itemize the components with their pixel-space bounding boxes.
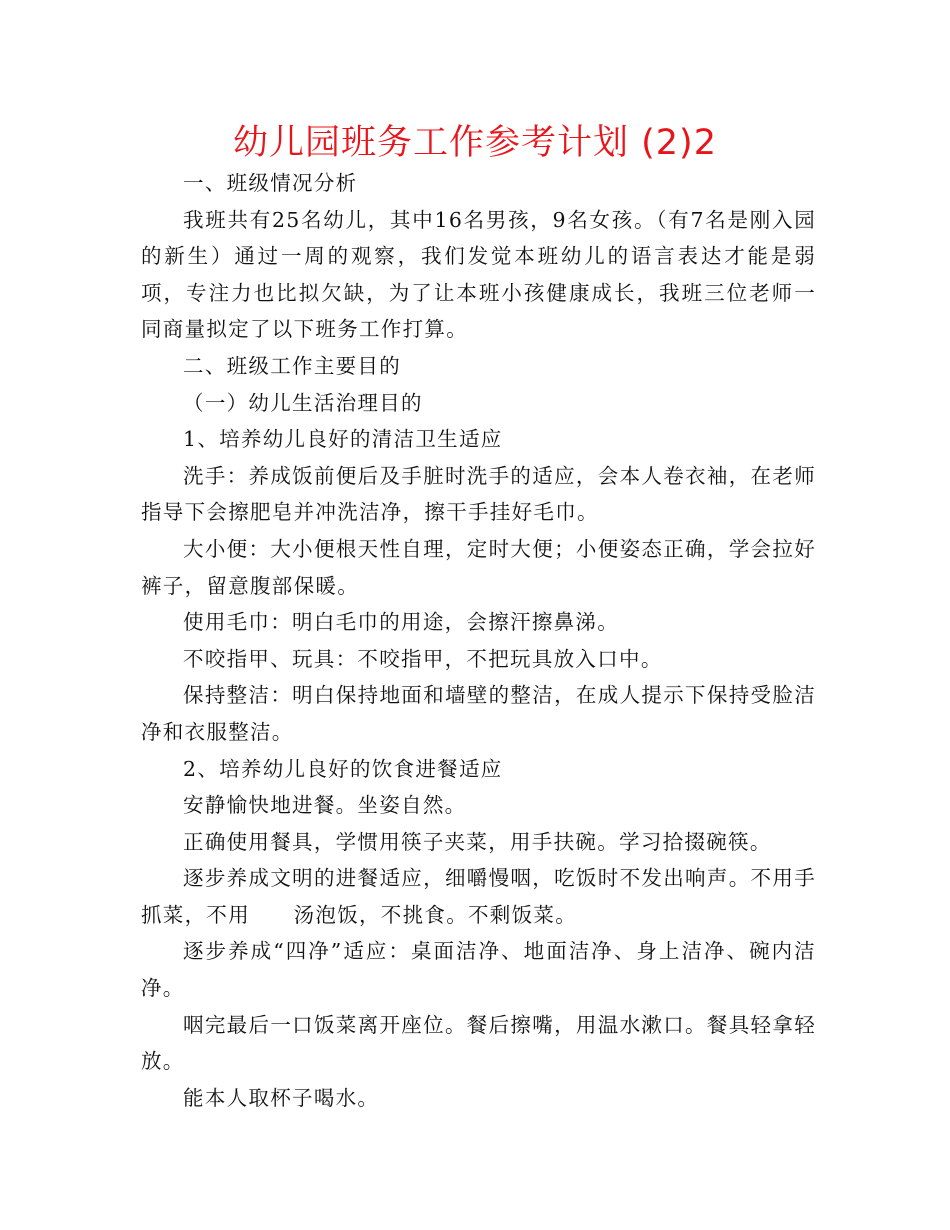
paragraph-towel-use: 使用毛巾：明白毛巾的用途，会擦汗擦鼻涕。 [183,610,620,635]
paragraph-four-clean: 逐步养成“四净”适应：桌面洁净、地面洁净、身上洁净、碗内洁净。 [141,939,816,1001]
paragraph-tidiness: 保持整洁：明白保持地面和墙壁的整洁，在成人提示下保持受脸洁净和衣服整洁。 [141,683,816,744]
paragraph-civilized-eating: 逐步养成文明的进餐适应，细嚼慢咽，吃饭时不发出响声。不用手抓菜，不用 汤泡饭，不挑食。不剩饭菜。 [141,866,816,927]
document-title: 幼儿园班务工作参考计划 (2)2 [233,123,717,163]
section-heading-class-analysis: 一、班级情况分析 [183,171,358,195]
subheading-life-management: （一）幼儿生活治理目的 [183,390,423,415]
paragraph-calm-eating: 安静愉快地进餐。坐姿自然。 [183,793,467,818]
paragraph-after-meal: 咽完最后一口饭菜离开座位。餐后擦嘴，用温水漱口。餐具轻拿轻放。 [141,1012,816,1074]
item-eating-habits: 2、培养幼儿良好的饮食进餐适应 [183,756,503,781]
document-body [141,165,816,1116]
paragraph-class-overview: 我班共有25名幼儿，其中16名男孩，9名女孩。（有7名是刚入园的新生）通过一周的观察，我们发觉本班幼儿的语言表达才能是弱项，专注力也比拟欠缺，为了让本班小孩健康成长，我班三位老师一同商量拟定了以下班务工作打算。 [141,207,816,342]
item-hygiene-habits: 1、培养幼儿良好的清洁卫生适应 [183,427,503,452]
paragraph-hand-washing: 洗手：养成饭前便后及手脏时洗手的适应，会本人卷衣袖，在老师指导下会擦肥皂并冲洗洁净，擦干手挂好毛巾。 [141,463,816,525]
paragraph-tableware: 正确使用餐具，学惯用筷子夹菜，用手扶碗。学习拾掇碗筷。 [183,829,772,854]
section-heading-class-goals: 二、班级工作主要目的 [183,353,402,378]
paragraph-toileting: 大小便：大小便根天性自理，定时大便；小便姿态正确，学会拉好裤子，留意腹部保暖。 [141,536,816,598]
paragraph-drinking-water: 能本人取杯子喝水。 [183,1085,380,1110]
paragraph-no-biting: 不咬指甲、玩具：不咬指甲，不把玩具放入口中。 [183,646,663,671]
